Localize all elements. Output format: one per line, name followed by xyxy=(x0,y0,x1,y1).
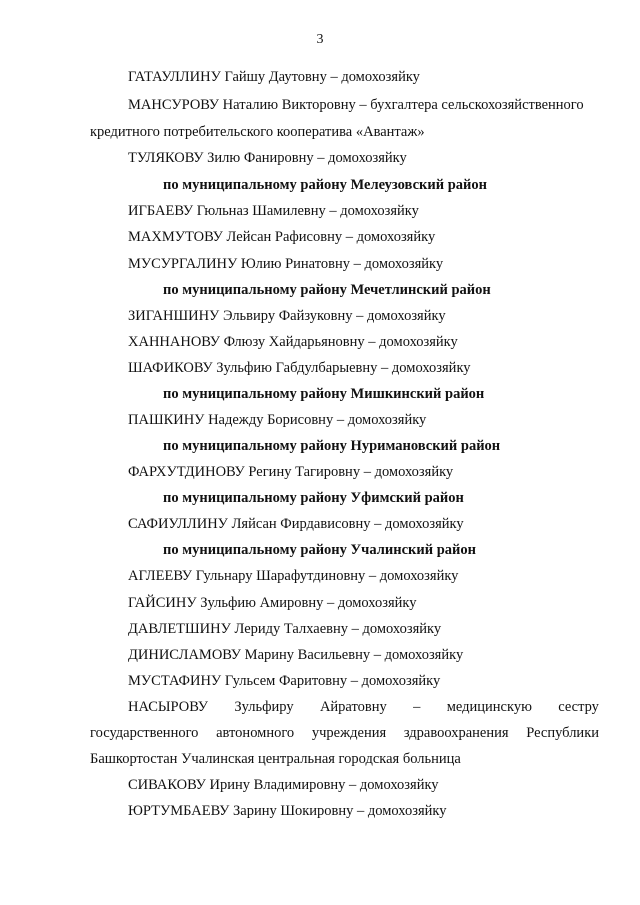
section-heading: по муниципальному району Учалинский район xyxy=(163,542,476,558)
word: Айратовну xyxy=(319,699,387,715)
list-item: ТУЛЯКОВУ Зилю Фанировну – домохозяйку xyxy=(128,150,407,166)
section-heading: по муниципальному району Уфимский район xyxy=(163,490,464,506)
list-item: СИВАКОВУ Ирину Владимировну – домохозяйку xyxy=(128,777,439,793)
section-heading: по муниципальному району Мишкинский район xyxy=(163,386,485,402)
list-item-continuation: кредитного потребительского кооператива «Авантаж» xyxy=(90,124,425,140)
section-heading: по муниципальному району Мечетлинский район xyxy=(163,282,491,298)
list-item-justified xyxy=(128,698,599,716)
list-item: ДАВЛЕТШИНУ Лериду Талхаевну – домохозяйку xyxy=(128,621,442,637)
list-item: АГЛЕЕВУ Гульнару Шарафутдиновну – домохозяйку xyxy=(128,568,459,584)
list-item: ИГБАЕВУ Гюльназ Шамилевну – домохозяйку xyxy=(128,203,419,219)
list-item-continuation: Башкортостан Учалинская центральная городская больница xyxy=(90,751,461,767)
list-item: ДИНИСЛАМОВУ Марину Васильевну – домохозяйку xyxy=(128,647,464,663)
word: сестру xyxy=(558,699,599,715)
list-item: МАХМУТОВУ Лейсан Рафисовну – домохозяйку xyxy=(128,229,436,245)
word: – xyxy=(413,699,421,715)
word: Зульфиру xyxy=(234,699,294,715)
word: медицинскую xyxy=(446,699,532,715)
list-item: ХАННАНОВУ Флюзу Хайдарьяновну – домохозяйку xyxy=(128,334,458,350)
list-item-continuation: государственного автономного учреждения здравоохранения Республики xyxy=(90,725,599,741)
list-item: САФИУЛЛИНУ Ляйсан Фирдависовну – домохозяйку xyxy=(128,516,464,532)
word: НАСЫРОВУ xyxy=(128,699,209,715)
page-number: 3 xyxy=(316,32,324,47)
list-item: ПАШКИНУ Надежду Борисовну – домохозяйку xyxy=(128,412,427,428)
list-item: ЗИГАНШИНУ Эльвиру Файзуковну – домохозяйку xyxy=(128,308,446,324)
list-item: МАНСУРОВУ Наталию Викторовну – бухгалтера сельскохозяйственного xyxy=(128,97,584,113)
list-item: ГАЙСИНУ Зульфию Амировну – домохозяйку xyxy=(128,595,417,611)
list-item: МУСУРГАЛИНУ Юлию Ринатовну – домохозяйку xyxy=(128,256,444,272)
section-heading: по муниципальному району Нуримановский район xyxy=(163,438,501,454)
list-item: ФАРХУТДИНОВУ Регину Тагировну – домохозяйку xyxy=(128,464,454,480)
section-heading: по муниципальному району Мелеузовский район xyxy=(163,177,487,193)
list-item: МУСТАФИНУ Гульсем Фаритовну – домохозяйку xyxy=(128,673,441,689)
list-item: ЮРТУМБАЕВУ Зарину Шокировну – домохозяйку xyxy=(128,803,447,819)
list-item: ГАТАУЛЛИНУ Гайшу Даутовну – домохозяйку xyxy=(128,69,420,85)
list-item: ШАФИКОВУ Зульфию Габдулбарыевну – домохозяйку xyxy=(128,360,471,376)
